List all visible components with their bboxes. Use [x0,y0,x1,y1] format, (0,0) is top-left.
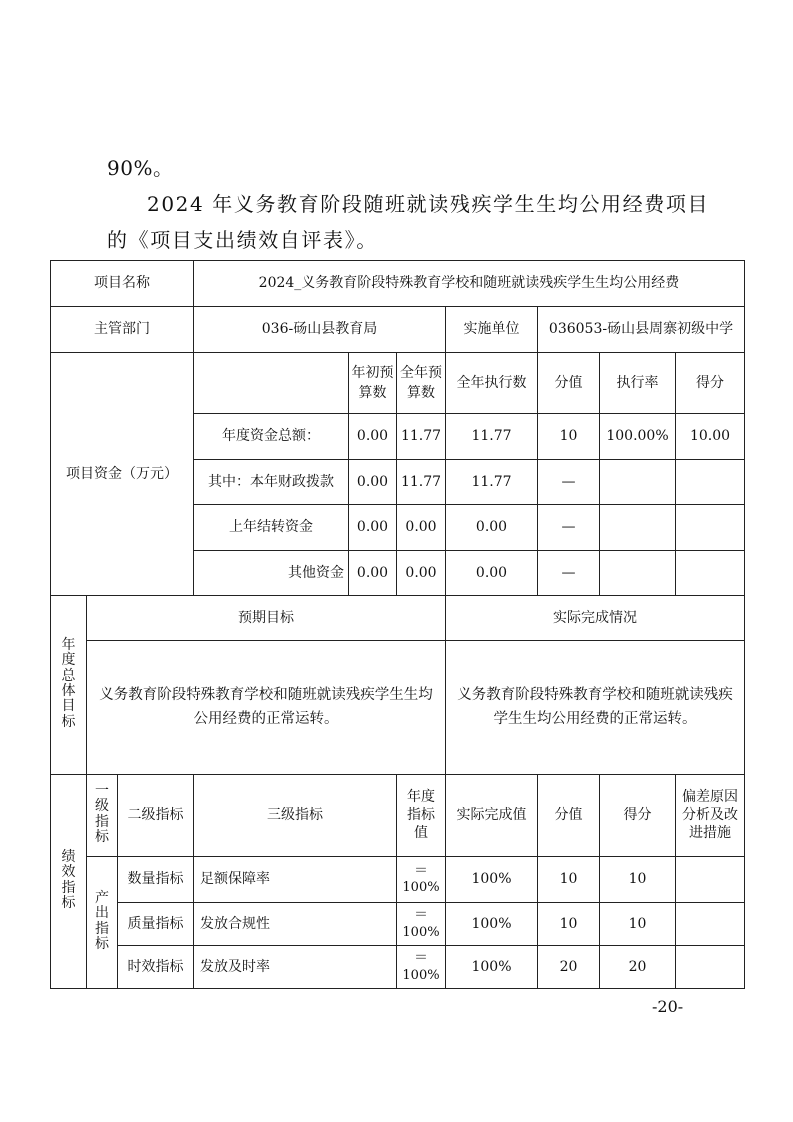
funds-row-got: 10.00 [676,414,745,460]
perf-row [51,946,745,989]
funds-header-score: 分值 [538,353,600,414]
perf-row-actual: 100% [446,903,538,946]
impl-value: 036053-砀山县周寨初级中学 [538,307,745,353]
funds-row-annual: 0.00 [397,505,446,551]
perf-row-target: ＝ 100% [397,946,446,989]
perf-row-actual: 100% [446,946,538,989]
perf-header-level3: 三级指标 [194,775,397,857]
intro-line-2: 2024 年义务教育阶段随班就读残疾学生生均公用经费项目 [147,192,710,216]
funds-row-executed: 0.00 [446,505,538,551]
funds-header-got: 得分 [676,353,745,414]
perf-row-score: 10 [538,857,600,903]
perf-header-actual: 实际完成值 [446,775,538,857]
perf-row-got: 10 [600,857,676,903]
perf-row-reason [676,946,745,989]
perf-row [51,903,745,946]
funds-row-label: 上年结转资金 [194,505,349,551]
intro-line-3: 的《项目支出绩效自评表》。 [107,228,378,252]
expected-goal-header: 预期目标 [87,596,446,641]
perf-row-level2: 数量指标 [118,857,194,903]
funds-row-initial: 0.00 [349,505,397,551]
perf-row-level2: 时效指标 [118,946,194,989]
perf-header-score: 分值 [538,775,600,857]
perf-row-target: ＝ 100% [397,903,446,946]
funds-row-label: 其中：本年财政拨款 [194,460,349,505]
perf-row-level3: 足额保障率 [194,857,397,903]
perf-row-got: 20 [600,946,676,989]
dept-value: 036-砀山县教育局 [194,307,446,353]
funds-row-initial: 0.00 [349,551,397,596]
perf-header-level1: 一级指标 [87,775,118,857]
perf-row-target: ＝ 100% [397,857,446,903]
funds-header-executed: 全年执行数 [446,353,538,414]
funds-row-annual: 0.00 [397,551,446,596]
funds-row-got [676,460,745,505]
funds-row-executed: 0.00 [446,551,538,596]
funds-header-annual: 全年预算数 [397,353,446,414]
perf-row-level2: 质量指标 [118,903,194,946]
funds-header-rate: 执行率 [600,353,676,414]
funds-row-annual: 11.77 [397,460,446,505]
funds-row-label: 其他资金 [194,551,349,596]
intro-line-1: 90%。 [107,156,174,180]
project-name-value: 2024_义务教育阶段特殊教育学校和随班就读残疾学生生均公用经费 [194,261,745,307]
funds-row-rate [600,460,676,505]
project-name-label: 项目名称 [51,261,194,307]
funds-row-rate [600,505,676,551]
funds-row-score: — [538,505,600,551]
perf-row-level3: 发放合规性 [194,903,397,946]
perf-header-reason: 偏差原因分析及改进措施 [676,775,745,857]
output-indicator-label: 产出指标 [87,857,118,989]
perf-row-score: 10 [538,903,600,946]
perf-header-got: 得分 [600,775,676,857]
funds-header-initial: 年初预算数 [349,353,397,414]
perf-label: 绩效指标 [51,775,87,989]
perf-row-score: 20 [538,946,600,989]
goal-label: 年度总体目标 [51,596,87,775]
page-number: -20- [652,997,684,1016]
funds-row-label: 年度资金总额： [194,414,349,460]
funds-row-got [676,505,745,551]
perf-row-level3: 发放及时率 [194,946,397,989]
perf-row-actual: 100% [446,857,538,903]
funds-row-annual: 11.77 [397,414,446,460]
perf-row [51,857,745,903]
funds-row-got [676,551,745,596]
funds-row-score: — [538,551,600,596]
impl-label: 实施单位 [446,307,538,353]
funds-row-score: — [538,460,600,505]
funds-row-initial: 0.00 [349,460,397,505]
self-evaluation-table [50,260,745,989]
funds-row-executed: 11.77 [446,460,538,505]
funds-label: 项目资金（万元） [51,353,194,596]
funds-row-executed: 11.77 [446,414,538,460]
funds-row-initial: 0.00 [349,414,397,460]
actual-goal-header: 实际完成情况 [446,596,745,641]
perf-row-got: 10 [600,903,676,946]
perf-header-target: 年度指标值 [397,775,446,857]
perf-row-reason [676,903,745,946]
funds-header-blank [194,353,349,414]
dept-label: 主管部门 [51,307,194,353]
actual-goal-text: 义务教育阶段特殊教育学校和随班就读残疾学生生均公用经费的正常运转。 [446,641,745,775]
perf-header-level2: 二级指标 [118,775,194,857]
funds-row-rate: 100.00% [600,414,676,460]
funds-row-rate [600,551,676,596]
perf-row-reason [676,857,745,903]
funds-row-score: 10 [538,414,600,460]
expected-goal-text: 义务教育阶段特殊教育学校和随班就读残疾学生生均公用经费的正常运转。 [87,641,446,775]
